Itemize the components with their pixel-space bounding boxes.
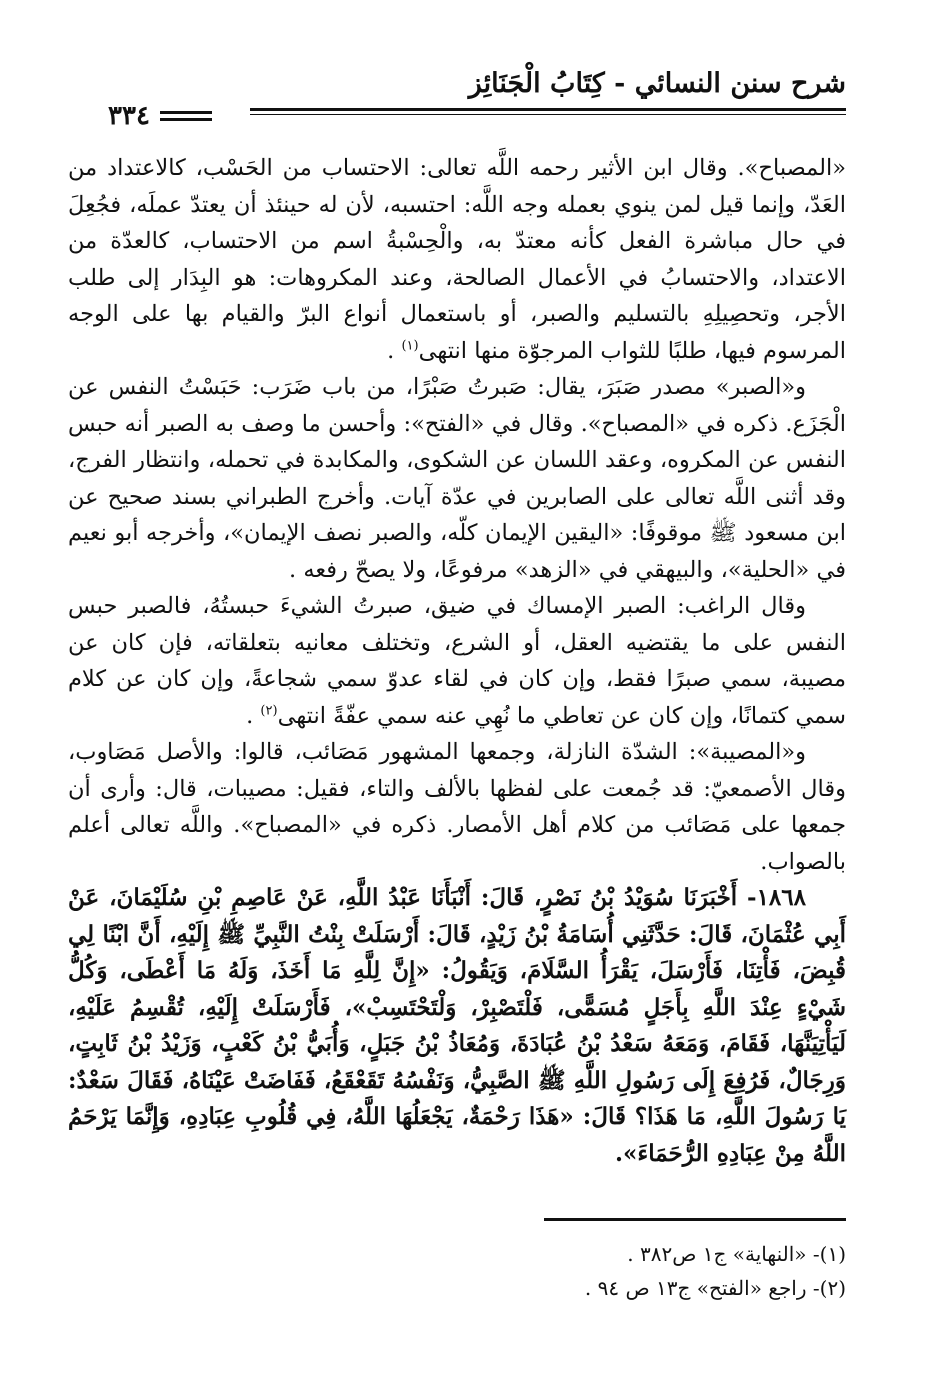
page-number-bars-left xyxy=(160,111,212,121)
footnote-1: (١)- «النهاية» ج١ ص٣٨٢ . xyxy=(627,1242,846,1266)
main-text xyxy=(68,150,846,1172)
running-header xyxy=(70,62,846,132)
header-title: شرح سنن النسائي - كِتَابُ الْجَنَائِز xyxy=(468,68,846,99)
paragraph-text: وقال الراغب: الصبر الإمساك في ضيق، صبرتُ الشيءَ حبستُهُ، فالصبر حبس النفس على ما يقتضيه العقل، أو الشرع، وتختلف معانيه بتعلقاته، فإن كان عن مصيبة، سمي صبرًا فقط، وإن كان في لقاء عدوّ سمي شجاعةً، وإن كان عن كلام سمي كتمانًا، وإن كان عن تعاطي ما نُهِي عنه سمي عفّةً انتهى xyxy=(68,593,846,729)
paragraph-tail: . xyxy=(246,702,261,729)
footnote-ref-2[interactable]: (٢) xyxy=(260,703,278,718)
hadith-text: ١٨٦٨- أَخْبَرَنَا سُوَيْدُ بْنُ نَصْرٍ، قَالَ: أَنْبَأَنَا عَبْدُ اللَّهِ، عَنْ عَاصِمِ بْنِ سُلَيْمَانَ، عَنْ أَبِي عُثْمَانَ، قَالَ: حَدَّثَنِي أُسَامَةُ بْنُ زَيْدٍ، قَالَ: أَرْسَلَتْ بِنْتُ النَّبِيِّ ﷺ إِلَيْهِ، أَنَّ ابْنًا لِي قُبِضَ، فَأْتِنَا، فَأَرْسَلَ، يَقْرَأُ السَّلَامَ، وَيَقُولُ: «إِنَّ لِلَّهِ مَا أَخَذَ، وَلَهُ مَا أَعْطَى، وَكُلُّ شَيْءٍ عِنْدَ اللَّهِ بِأَجَلٍ مُسَمًّى، فَلْتَصْبِرْ، وَلْتَحْتَسِبْ»، فَأَرْسَلَتْ إِلَيْهِ، تُقْسِمُ عَلَيْهِ، لَيَأْتِيَنَّهَا، فَقَامَ، وَمَعَهُ سَعْدُ بْنُ عُبَادَةَ، وَمُعَاذُ بْنُ جَبَلٍ، وَأُبَيُّ بْنُ كَعْبٍ، وَزَيْدُ بْنُ ثَابِتٍ، وَرِجَالٌ، فَرُفِعَ إِلَى رَسُولِ اللَّهِ ﷺ الصَّبِيُّ، وَنَفْسُهُ تَقَعْقَعُ، فَفَاضَتْ عَيْنَاهُ، فَقَالَ سَعْدٌ: يَا رَسُولَ اللَّهِ، مَا هَذَا؟ قَالَ: «هَذَا رَحْمَةٌ، يَجْعَلُهَا اللَّهُ، فِي قُلُوبِ عِبَادِهِ، وَإِنَّمَا يَرْحَمُ اللَّهُ مِنْ عِبَادِهِ الرُّحَمَاءَ». xyxy=(68,884,846,1167)
paragraph-tail: . xyxy=(387,337,402,364)
footnotes-section xyxy=(70,1218,846,1305)
paragraph-musiba: و«المصيبة»: الشدّة النازلة، وجمعها المشهور مَصَائب، قالوا: والأصل مَصَاوب، وقال الأصمعيّ: قد جُمعت على لفظها بالألف والتاء، فقيل: مصيبات، قال: وأرى أن جمعها على مَصَائب من كلام أهل الأمصار. ذكره في «المصباح». واللَّه تعالى أعلم بالصواب. xyxy=(68,739,846,875)
paragraph-text: «المصباح». وقال ابن الأثير رحمه اللَّه تعالى: الاحتساب من الحَسْب، كالاعتداد من العَدّ، وإنما قيل لمن ينوي بعمله وجه اللَّه: احتسبه، لأن له حينئذ أن يعتدّ عملَه، فجُعِلَ في حال مباشرة الفعل كأنه معتدّ به، والْحِسْبةُ اسم من الاحتساب، كالعدّة من الاعتداد، والاحتسابُ في الأعمال الصالحة، وعند المكروهات: هو البِدَار إلى طلب الأجر، وتحصِيلِهِ بالتسليم والصبر، أو باستعمال أنواع البرّ والقيام بها على الوجه المرسوم فيها، طلبًا للثواب المرجوّة منها انتهى xyxy=(68,155,846,364)
paragraph-raghib xyxy=(68,588,846,734)
footnote-separator xyxy=(544,1218,846,1221)
paragraph-sabr: و«الصبر» مصدر صَبَرَ، يقال: صَبرتُ صَبْرًا، من باب ضَرَب: حَبَسْتُ النفس عن الْجَزَع. ذكره في «المصباح». وقال في «الفتح»: وأحسن ما وصف به الصبر أنه حبس النفس عن المكروه، وعقد اللسان عن الشكوى، والمكابدة في تحمله، وانتظار الفرج، وقد أثنى اللَّه تعالى على الصابرين في عدّة آيات. وأخرج الطبراني بسند صحيح عن ابن مسعود ﷺ موقوفًا: «اليقين الإيمان كلّه، والصبر نصف الإيمان»، وأخرجه أبو نعيم في «الحلية»، والبيهقي في «الزهد» مرفوعًا، ولا يصحّ رفعه . xyxy=(68,374,846,583)
page-number-block xyxy=(70,100,250,132)
paragraph-ihtisab xyxy=(68,150,846,369)
footnote-ref-1[interactable]: (١) xyxy=(401,338,419,353)
page-number: ٣٣٤ xyxy=(108,101,150,131)
footnote-2: (٢)- راجع «الفتح» ج١٣ ص ٩٤ . xyxy=(584,1276,846,1300)
